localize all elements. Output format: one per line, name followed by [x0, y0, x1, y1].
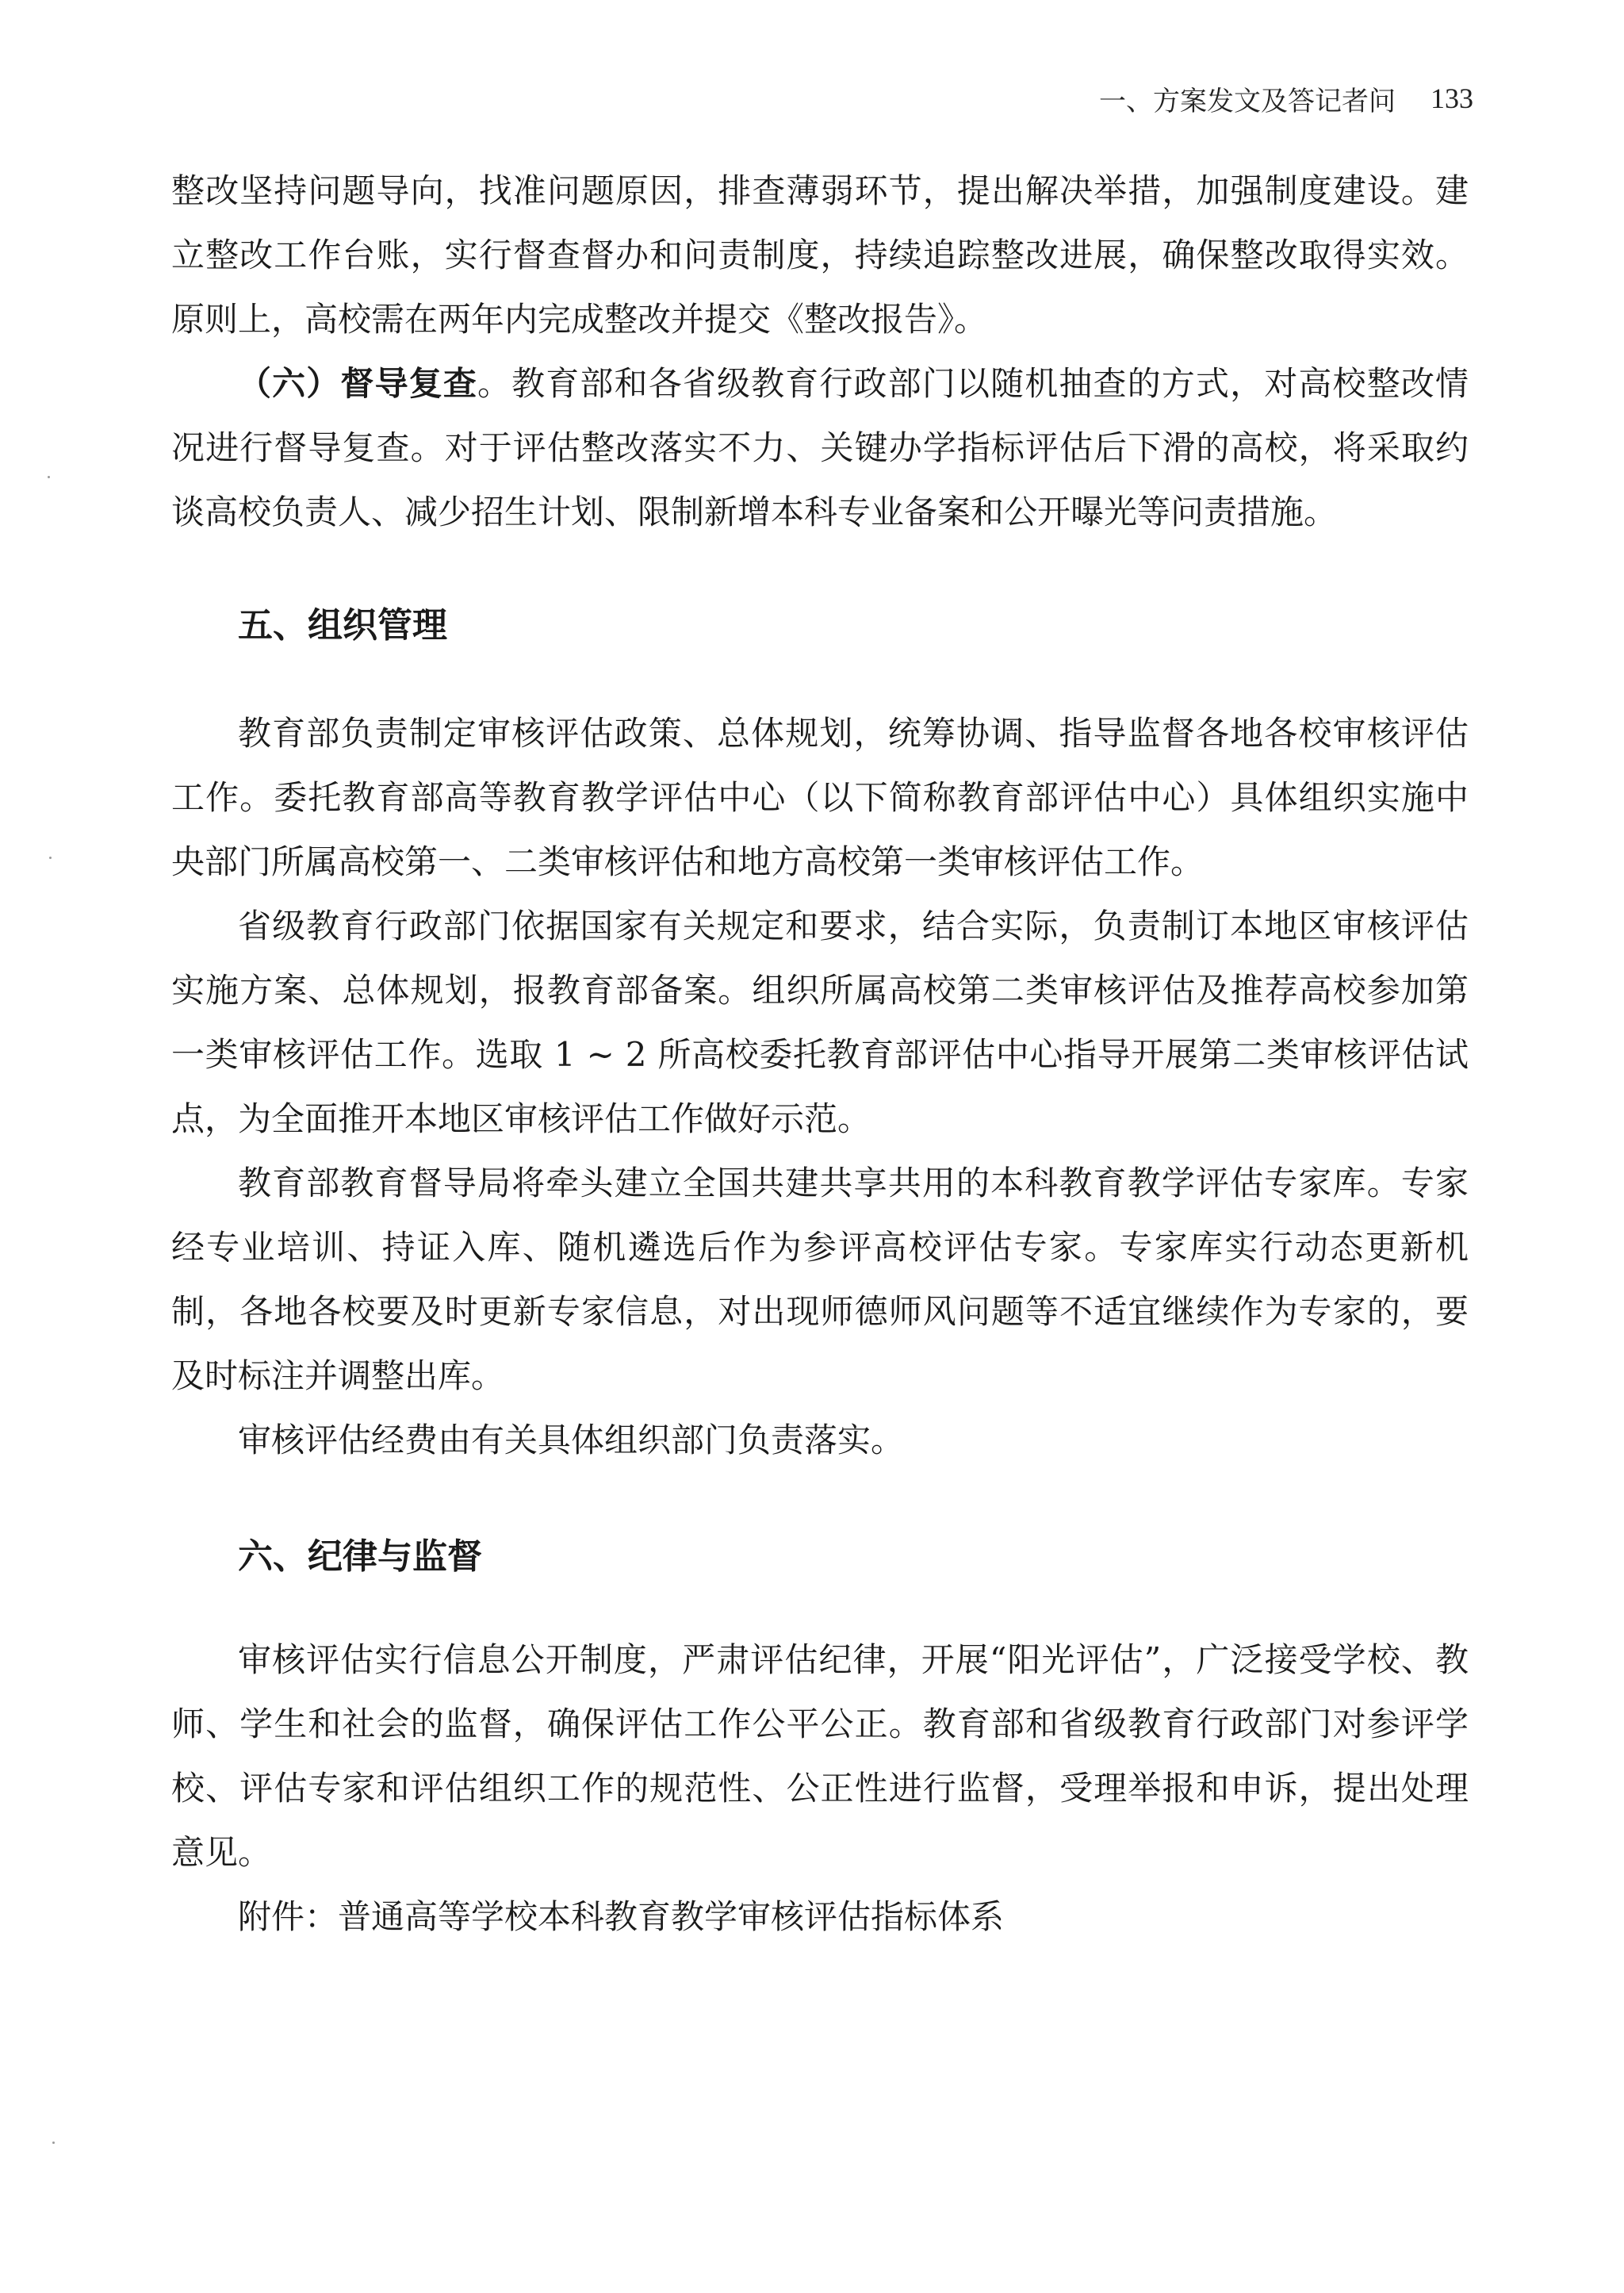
paragraph-supervision-review-text: 。教育部和各省级教育行政部门以随机抽查的方式，对高校整改情况进行督导复查。对于评估整改落实不力、关键办学指标评估后下滑的高校，将采取约谈高校负责人、减少招生计划、限制新增本科专业备案和公开曝光等问责措施。: [171, 364, 1469, 531]
paragraph-rectification: 整改坚持问题导向，找准问题原因，排查薄弱环节，提出解决举措，加强制度建设。建立整改工作台账，实行督查督办和问责制度，持续追踪整改进展，确保整改取得实效。原则上，高校需在两年内完成整改并提交《整改报告》。: [171, 171, 1469, 339]
running-header: [1099, 78, 1473, 119]
paragraph-attachment: 附件：普通高等学校本科教育教学审核评估指标体系: [238, 1897, 1005, 1936]
margin-speck: [48, 476, 50, 478]
subsection-heading-six: （六）督导复查: [238, 364, 477, 403]
paragraph-funding: 审核评估经费由有关具体组织部门负责落实。: [238, 1421, 905, 1459]
margin-speck: [49, 857, 52, 859]
running-header-title: 一、方案发文及答记者问: [1099, 85, 1396, 117]
page-number: 133: [1431, 82, 1473, 114]
section-heading-discipline: 六、纪律与监督: [238, 1536, 482, 1577]
paragraph-expert-pool: 教育部教育督导局将牵头建立全国共建共享共用的本科教育教学评估专家库。专家经专业培训、持证入库、随机遴选后作为参评高校评估专家。专家库实行动态更新机制，各地各校要及时更新专家信息，对出现师德师风问题等不适宜继续作为专家的，要及时标注并调整出库。: [171, 1164, 1469, 1395]
paragraph-provincial-duties: 省级教育行政部门依据国家有关规定和要求，结合实际，负责制订本地区审核评估实施方案、总体规划，报教育部备案。组织所属高校第二类审核评估及推荐高校参加第一类审核评估工作。选取 1 ~ 2 所高校委托教育部评估中心指导开展第二类审核评估试点，为全面推开本地区审核评估工作做好示范。: [171, 907, 1469, 1138]
paragraph-transparency: 审核评估实行信息公开制度，严肃评估纪律，开展“阳光评估”，广泛接受学校、教师、学生和社会的监督，确保评估工作公平公正。教育部和省级教育行政部门对参评学校、评估专家和评估组织工作的规范性、公正性进行监督，受理举报和申诉，提出处理意见。: [171, 1640, 1469, 1872]
margin-speck: [52, 2142, 55, 2144]
page-body: [171, 159, 1469, 1949]
section-heading-organization: 五、组织管理: [238, 605, 447, 646]
paragraph-ministry-duties: 教育部负责制定审核评估政策、总体规划，统筹协调、指导监督各地各校审核评估工作。委托教育部高等教育教学评估中心（以下简称教育部评估中心）具体组织实施中央部门所属高校第一、二类审核评估和地方高校第一类审核评估工作。: [171, 714, 1469, 881]
paragraph-supervision-review: [171, 351, 1469, 544]
